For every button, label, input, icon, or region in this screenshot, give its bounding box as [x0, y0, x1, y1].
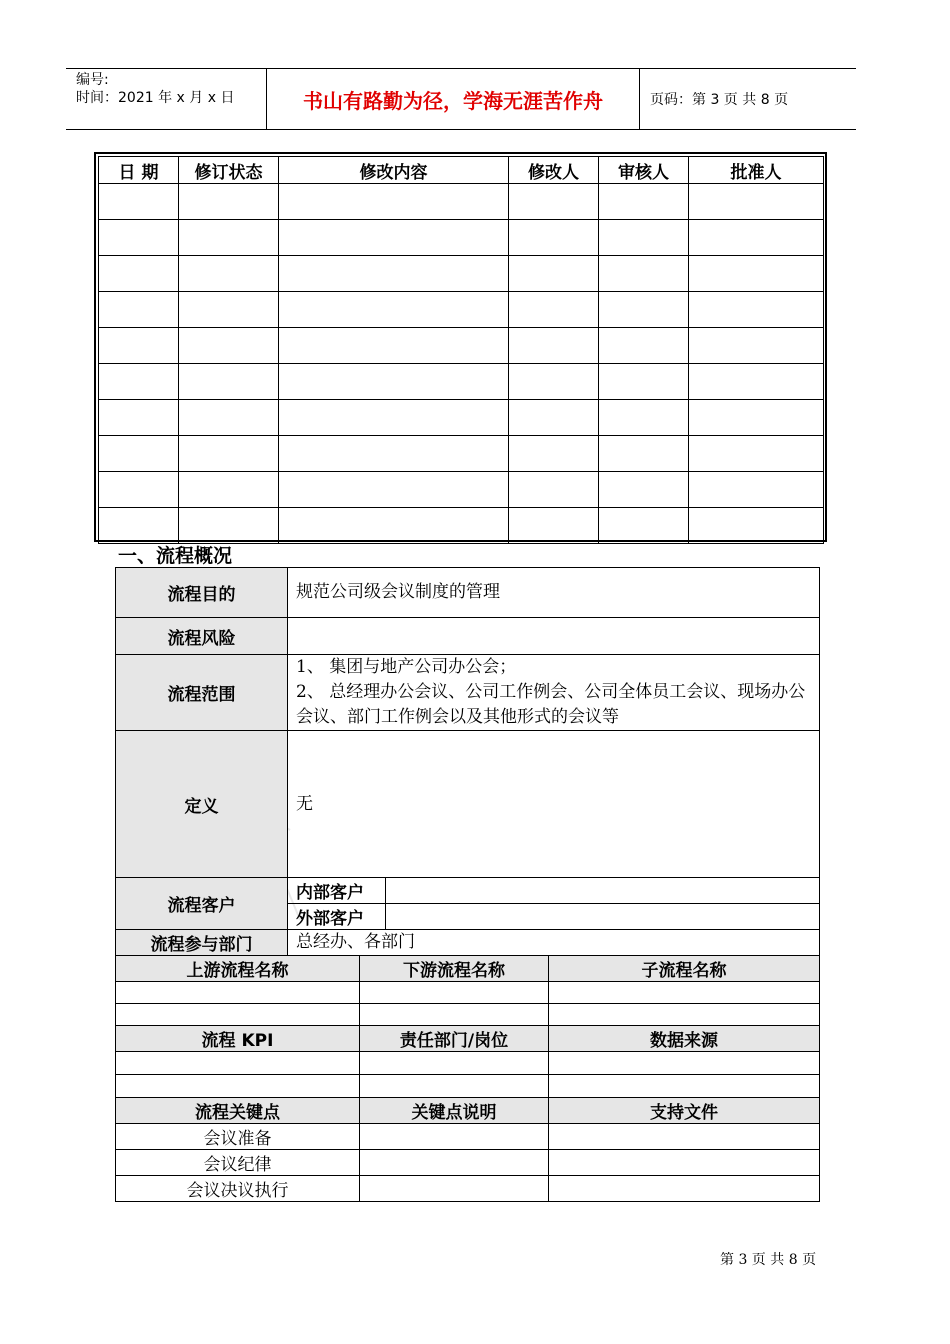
flow-cell: [360, 982, 549, 1004]
departments-row: [116, 930, 820, 956]
revision-cell: [509, 400, 599, 436]
document-time-label: 时间：2021 年 x 月 x 日: [76, 90, 235, 106]
departments-label: 流程参与部门: [116, 930, 288, 956]
revision-header-row: [99, 157, 824, 184]
revision-cell: [99, 220, 179, 256]
revision-cell: [599, 436, 689, 472]
revision-cell: [689, 400, 824, 436]
internal-customer-label: 内部客户: [288, 878, 386, 904]
revision-cell: [99, 328, 179, 364]
keypoint-file: [549, 1176, 820, 1202]
upstream-flow-header: 上游流程名称: [116, 956, 360, 982]
revision-header-reviewer: 审核人: [599, 157, 689, 184]
revision-cell: [179, 292, 279, 328]
revision-cell: [509, 328, 599, 364]
revision-cell: [179, 220, 279, 256]
revision-cell: [689, 256, 824, 292]
customer-label: 流程客户: [116, 878, 288, 930]
internal-customer-value: [386, 878, 820, 904]
keypoint-row: [116, 1150, 820, 1176]
revision-cell: [599, 292, 689, 328]
page-header: [66, 68, 856, 130]
revision-cell: [509, 472, 599, 508]
revision-cell: [509, 436, 599, 472]
revision-cell: [99, 472, 179, 508]
flow-cell: [116, 1004, 360, 1026]
keypoint-file: [549, 1124, 820, 1150]
revision-row: [99, 364, 824, 400]
revision-cell: [599, 364, 689, 400]
revision-header-status: 修订状态: [179, 157, 279, 184]
header-page-info: 页码：第 3 页 共 8 页: [650, 92, 789, 108]
revision-cell: [509, 256, 599, 292]
revision-cell: [279, 436, 509, 472]
revision-cell: [279, 472, 509, 508]
flow-cell: [116, 982, 360, 1004]
revision-cell: [599, 220, 689, 256]
revision-cell: [99, 364, 179, 400]
revision-cell: [599, 400, 689, 436]
keypoint-desc: [360, 1150, 549, 1176]
kpi-cell: [549, 1075, 820, 1098]
revision-cell: [279, 400, 509, 436]
support-file-header: 支持文件: [549, 1098, 820, 1124]
revision-cell: [179, 328, 279, 364]
revision-row: [99, 256, 824, 292]
revision-row: [99, 220, 824, 256]
scope-line-1: 1、 集团与地产公司办公会；: [296, 657, 517, 677]
revision-header-approver: 批准人: [689, 157, 824, 184]
data-source-header: 数据来源: [549, 1026, 820, 1052]
kpi-cell: [360, 1075, 549, 1098]
departments-value: 总经办、各部门: [288, 930, 820, 956]
kpi-cell: [116, 1052, 360, 1075]
definition-label: 定义: [116, 731, 288, 878]
keypoint-row: [116, 1176, 820, 1202]
keypoint-desc: [360, 1176, 549, 1202]
revision-cell: [509, 220, 599, 256]
purpose-label: 流程目的: [116, 568, 288, 618]
scope-line-2: 2、 总经理办公会议、公司工作例会、公司全体员工会议、现场办公会议、部门工作例会以及其他形式的会议等: [296, 682, 806, 727]
revision-cell: [509, 292, 599, 328]
purpose-value: 规范公司级会议制度的管理: [288, 568, 820, 618]
keypoint-header-row: [116, 1098, 820, 1124]
revision-cell: [599, 256, 689, 292]
revision-cell: [599, 328, 689, 364]
revision-cell: [689, 184, 824, 220]
revision-cell: [279, 328, 509, 364]
revision-header-content: 修改内容: [279, 157, 509, 184]
keypoint-desc-header: 关键点说明: [360, 1098, 549, 1124]
scope-row: [116, 655, 820, 731]
risk-value: [288, 618, 820, 655]
flow-cell: [549, 982, 820, 1004]
kpi-row: [116, 1052, 820, 1075]
kpi-cell: [116, 1075, 360, 1098]
scope-value: [288, 655, 820, 731]
revision-cell: [279, 184, 509, 220]
revision-cell: [279, 508, 509, 544]
revision-cell: [99, 184, 179, 220]
revision-cell: [599, 184, 689, 220]
external-customer-value: [386, 904, 820, 930]
keypoint-header: 流程关键点: [116, 1098, 360, 1124]
revision-cell: [689, 508, 824, 544]
keypoint-name: 会议纪律: [116, 1150, 360, 1176]
scope-label: 流程范围: [116, 655, 288, 731]
kpi-row: [116, 1075, 820, 1098]
internal-customer-row: [116, 878, 820, 904]
risk-row: [116, 618, 820, 655]
revision-cell: [509, 184, 599, 220]
revision-cell: [689, 328, 824, 364]
revision-cell: [99, 436, 179, 472]
keypoint-name: 会议决议执行: [116, 1176, 360, 1202]
kpi-header-row: [116, 1026, 820, 1052]
flow-row: [116, 982, 820, 1004]
external-customer-label: 外部客户: [288, 904, 386, 930]
kpi-cell: [360, 1052, 549, 1075]
flow-header-row: [116, 956, 820, 982]
revision-cell: [99, 256, 179, 292]
revision-cell: [279, 292, 509, 328]
revision-cell: [179, 256, 279, 292]
revision-cell: [689, 436, 824, 472]
revision-row: [99, 436, 824, 472]
revision-cell: [99, 292, 179, 328]
revision-cell: [689, 220, 824, 256]
revision-cell: [689, 472, 824, 508]
revision-row: [99, 508, 824, 544]
keypoint-row: [116, 1124, 820, 1150]
revision-header-editor: 修改人: [509, 157, 599, 184]
revision-cell: [179, 400, 279, 436]
purpose-row: [116, 568, 820, 618]
revision-cell: [509, 508, 599, 544]
definition-value: 无: [288, 731, 820, 878]
revision-row: [99, 184, 824, 220]
revision-header-date: 日 期: [99, 157, 179, 184]
responsible-dept-header: 责任部门/岗位: [360, 1026, 549, 1052]
revision-cell: [279, 364, 509, 400]
revision-row: [99, 400, 824, 436]
revision-row: [99, 292, 824, 328]
revision-cell: [279, 220, 509, 256]
subflow-header: 子流程名称: [549, 956, 820, 982]
revision-cell: [279, 256, 509, 292]
revision-cell: [689, 292, 824, 328]
revision-cell: [99, 508, 179, 544]
keypoint-desc: [360, 1124, 549, 1150]
risk-label: 流程风险: [116, 618, 288, 655]
flow-row: [116, 1004, 820, 1026]
revision-cell: [599, 508, 689, 544]
revision-cell: [599, 472, 689, 508]
revision-table-frame: [94, 152, 827, 542]
keypoint-name: 会议准备: [116, 1124, 360, 1150]
revision-cell: [179, 508, 279, 544]
revision-row: [99, 328, 824, 364]
revision-row: [99, 472, 824, 508]
revision-body: [99, 184, 824, 544]
revision-cell: [179, 436, 279, 472]
revision-cell: [179, 472, 279, 508]
revision-cell: [509, 364, 599, 400]
kpi-cell: [549, 1052, 820, 1075]
revision-cell: [689, 364, 824, 400]
definition-row: [116, 731, 820, 878]
page-footer: 第 3 页 共 8 页: [720, 1252, 817, 1268]
revision-table: [98, 156, 824, 544]
section-title: 一、流程概况: [118, 545, 233, 567]
downstream-flow-header: 下游流程名称: [360, 956, 549, 982]
process-overview-table: [115, 567, 820, 1202]
revision-cell: [179, 364, 279, 400]
flow-cell: [360, 1004, 549, 1026]
keypoint-file: [549, 1150, 820, 1176]
document-number-label: 编号:: [76, 72, 109, 88]
header-meta: [66, 69, 267, 129]
header-motto: 书山有路勤为径，学海无涯苦作舟: [267, 69, 640, 129]
revision-cell: [179, 184, 279, 220]
revision-cell: [99, 400, 179, 436]
flow-cell: [549, 1004, 820, 1026]
kpi-header: 流程 KPI: [116, 1026, 360, 1052]
